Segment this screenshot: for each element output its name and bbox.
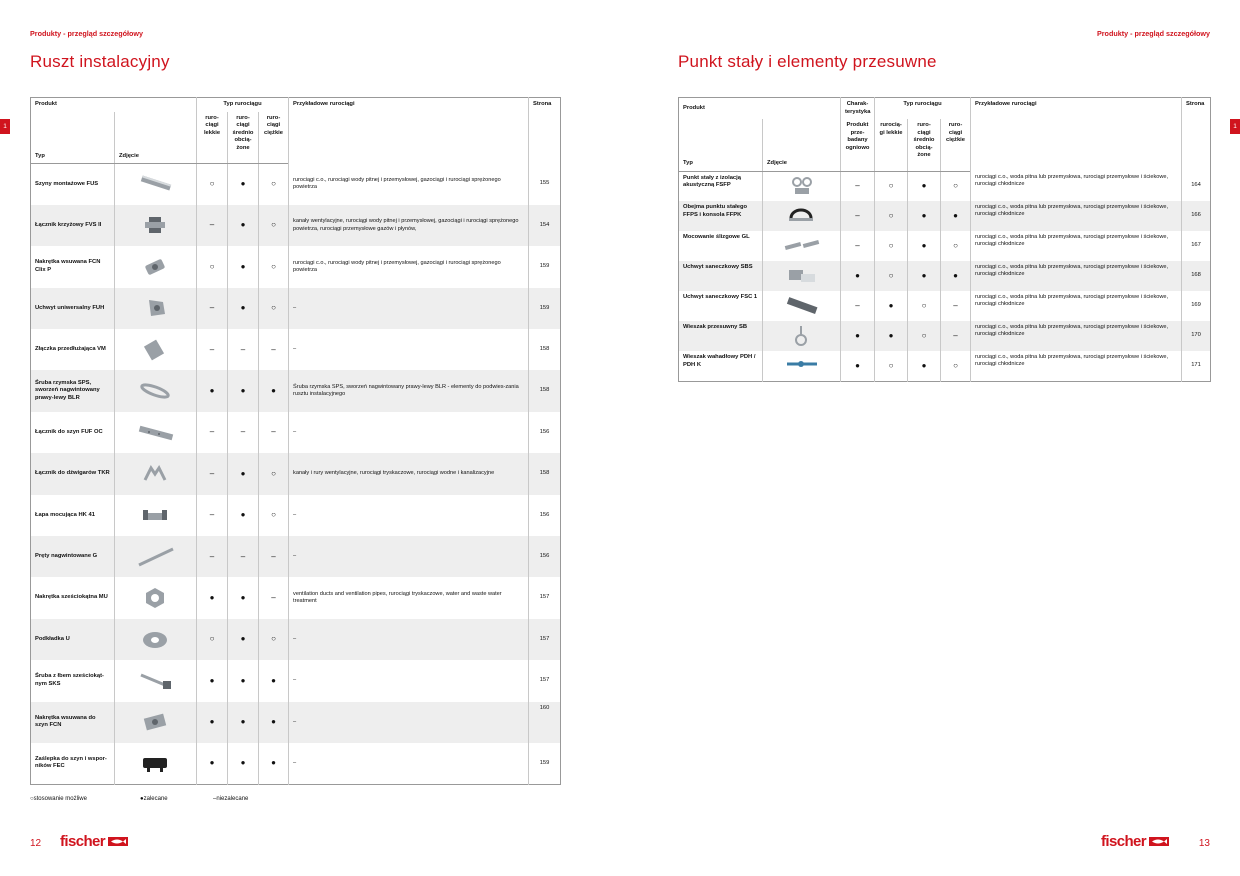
heavy-rating: ○ (259, 453, 289, 494)
medium-rating: ● (228, 577, 259, 618)
header-typ-rurociagu: Typ rurociągu (197, 98, 289, 112)
product-name: Punkt stały z izolacją akustyczną FSFP (683, 174, 741, 189)
page-ref: 156 (529, 412, 561, 453)
table-row (31, 619, 561, 660)
example-pipes: – (289, 329, 529, 370)
product-photo (115, 702, 197, 743)
product-name: Wieszak przesuwny SB (683, 324, 748, 331)
light-rating: ● (875, 321, 908, 351)
header-medium: ruro-ciągi średnio obcią-żone (908, 119, 941, 171)
medium-rating: ● (908, 171, 941, 201)
light-rating: ● (197, 743, 228, 784)
threaded-rod-icon (137, 545, 175, 569)
page-ref: 158 (529, 329, 561, 370)
light-rating: ● (197, 702, 228, 743)
product-photo (115, 577, 197, 618)
header-typ: Typ (31, 112, 115, 164)
light-rating: ○ (875, 231, 908, 261)
heavy-rating: ● (259, 370, 289, 411)
light-rating: ○ (875, 351, 908, 381)
product-name: Szyny montażowe FUS (35, 180, 99, 187)
legend-possible: stosowanie możliwe (33, 796, 87, 802)
table-row (31, 164, 561, 205)
light-rating: ○ (875, 201, 908, 231)
fire-rating: – (841, 231, 875, 261)
example-pipes: – (289, 702, 529, 743)
table-row (31, 495, 561, 536)
medium-rating: ● (228, 660, 259, 701)
slide-mount-icon (783, 234, 821, 258)
product-name: Łącznik krzyżowy FVS II (35, 221, 102, 228)
page-title: Punkt stały i elementy przesuwne (678, 52, 937, 71)
fire-rating: – (841, 291, 875, 321)
header-typ-rurociagu: Typ rurociągu (875, 98, 971, 120)
heavy-rating: ○ (941, 231, 971, 261)
product-name: Nakrętka wsuwana FCN Clix P (35, 259, 101, 273)
table-row (679, 231, 1211, 261)
legend-dash-icon: – (213, 796, 217, 802)
table-row (679, 261, 1211, 291)
page-ref: 168 (1182, 261, 1211, 291)
heavy-rating: – (259, 577, 289, 618)
header-produkt: Produkt (683, 104, 705, 111)
page-ref: 156 (529, 495, 561, 536)
heavy-rating: – (941, 291, 971, 321)
page-ref: 160 (529, 702, 561, 743)
fire-rating: ● (841, 351, 875, 381)
product-photo (115, 288, 197, 329)
example-pipes: – (289, 288, 529, 329)
heavy-rating: ○ (259, 164, 289, 205)
medium-rating: ● (228, 495, 259, 536)
medium-rating: – (228, 412, 259, 453)
page-ref: 157 (529, 619, 561, 660)
fire-rating: ● (841, 321, 875, 351)
fish-icon (1149, 837, 1169, 846)
header-przyklady: Przykładowe rurociągi (971, 98, 1182, 172)
page-ref: 156 (529, 536, 561, 577)
example-pipes: rurociągi c.o., woda pitna lub przemysłowa, rurociągi przemysłowe i ściekowe, rurociągi chłodnicze (971, 261, 1182, 291)
product-name: Śruba rzymska SPS, sworzeń nagwintowany prawy-lewy BLR (35, 379, 100, 401)
table-row (31, 412, 561, 453)
universal-bracket-icon (137, 296, 175, 320)
product-photo (763, 351, 841, 381)
medium-rating: ● (228, 370, 259, 411)
product-name: Uchwyt saneczkowy FSC 1 (683, 294, 758, 301)
medium-rating: ○ (908, 321, 941, 351)
page-title: Ruszt instalacyjny (30, 52, 170, 71)
product-photo (115, 536, 197, 577)
table-row (31, 743, 561, 784)
section-label: Produkty - przegląd szczegółowy (1096, 29, 1210, 38)
heavy-rating: ● (941, 261, 971, 291)
header-typ: Typ (679, 119, 763, 171)
header-light: rurocią-gi lekkie (875, 119, 908, 171)
product-photo (763, 171, 841, 201)
header-medium: ruro-ciągi średnio obcią-żone (228, 112, 259, 164)
header-produkt: Produkt (35, 101, 57, 107)
light-rating: – (197, 495, 228, 536)
medium-rating: ● (228, 205, 259, 246)
page-ref: 158 (529, 453, 561, 494)
example-pipes: rurociągi c.o., rurociągi wody pitnej i przemysłowej, gazociągi i rurociągi sprężonego powietrza (289, 246, 529, 287)
sled-bracket-fsc-icon (783, 294, 821, 318)
beam-clamp-icon (137, 462, 175, 486)
product-photo (115, 329, 197, 370)
example-pipes: Śruba rzymska SPS, sworzeń nagwintowany prawy-lewy BLR - elementy do podwies-zania rusztu instalacyjnego (289, 370, 529, 411)
legend-circle-icon: ○ (30, 796, 34, 802)
heavy-rating: ○ (259, 246, 289, 287)
product-photo (115, 495, 197, 536)
product-name: Śruba z łbem sześciokąt-nym SKS (35, 673, 104, 687)
example-pipes: rurociągi c.o., woda pitna lub przemysłowa, rurociągi przemysłowe i ściekowe, rurociągi chłodnicze (971, 291, 1182, 321)
sliding-hanger-icon (783, 324, 821, 348)
header-heavy: ruro-ciągi ciężkie (941, 119, 971, 171)
turnbuckle-icon (137, 379, 175, 403)
light-rating: – (197, 453, 228, 494)
heavy-rating: ● (941, 201, 971, 231)
product-photo (115, 246, 197, 287)
light-rating: ● (875, 291, 908, 321)
product-name: Obejma punktu stałego FFPS i konsola FFPK (683, 204, 748, 218)
product-photo (115, 453, 197, 494)
example-pipes: rurociągi c.o., woda pitna lub przemysłowa, rurociągi przemysłowe i ściekowe, rurociągi chłodnicze (971, 351, 1182, 381)
heavy-rating: – (259, 412, 289, 453)
product-name: Łapa mocująca HK 41 (35, 511, 95, 518)
product-name: Złączka przedłużająca VM (35, 346, 106, 353)
header-strona: Strona (1182, 98, 1211, 172)
page-ref: 154 (529, 205, 561, 246)
sled-bracket-icon (783, 264, 821, 288)
table-row (31, 702, 561, 743)
medium-rating: ● (908, 261, 941, 291)
legend-not-recommended: niezalecane (216, 796, 249, 802)
product-name: Uchwyt uniwersalny FUH (35, 304, 105, 311)
product-photo (763, 261, 841, 291)
page-ref: 170 (1182, 321, 1211, 351)
page-ref: 169 (1182, 291, 1211, 321)
product-table (678, 97, 1211, 382)
product-photo (763, 291, 841, 321)
logo-wordmark: fischer (1101, 833, 1146, 850)
table-row (679, 351, 1211, 381)
example-pipes: kanały i rury wentylacyjne, rurociągi tryskaczowe, rurociągi wodne i kanalizacyjne (289, 453, 529, 494)
header-przyklady: Przykładowe rurociągi (289, 98, 529, 164)
light-rating: ○ (197, 619, 228, 660)
fire-rating: – (841, 171, 875, 201)
product-photo (115, 660, 197, 701)
example-pipes: rurociągi c.o., woda pitna lub przemysłowa, rurociągi przemysłowe i ściekowe, rurociągi chłodnicze (971, 201, 1182, 231)
hex-bolt-icon (137, 669, 175, 693)
medium-rating: – (228, 536, 259, 577)
medium-rating: ● (228, 702, 259, 743)
product-name: Nakrętka sześciokątna MU (35, 594, 108, 601)
header-heavy: ruro-ciągi ciężkie (259, 112, 289, 164)
page-ref: 158 (529, 370, 561, 411)
rail-nut-icon (137, 710, 175, 734)
header-fire-tested: Produkt prze-badany ogniowo (841, 119, 875, 171)
page-ref: 167 (1182, 231, 1211, 261)
legend-recommended: zalecane (143, 796, 168, 802)
light-rating: ● (197, 370, 228, 411)
page-ref: 171 (1182, 351, 1211, 381)
heavy-rating: ● (259, 743, 289, 784)
light-rating: ○ (875, 261, 908, 291)
medium-rating: ● (908, 351, 941, 381)
page-ref: 166 (1182, 201, 1211, 231)
heavy-rating: ● (259, 660, 289, 701)
medium-rating: ● (228, 743, 259, 784)
fischer-logo (60, 833, 128, 850)
washer-icon (137, 628, 175, 652)
page-ref: 157 (529, 577, 561, 618)
header-strona: Strona (529, 98, 561, 164)
fire-rating: ● (841, 261, 875, 291)
example-pipes: rurociągi c.o., woda pitna lub przemysłowa, rurociągi przemysłowe i ściekowe, rurociągi chłodnicze (971, 231, 1182, 261)
table-row (31, 205, 561, 246)
fixed-point-icon (783, 174, 821, 198)
light-rating: ● (197, 660, 228, 701)
light-rating: – (197, 536, 228, 577)
medium-rating: ● (908, 201, 941, 231)
medium-rating: ● (228, 164, 259, 205)
heavy-rating: ○ (259, 205, 289, 246)
chapter-tab: 1 (0, 119, 10, 134)
table-row (31, 536, 561, 577)
rail-icon (137, 172, 175, 196)
example-pipes: rurociągi c.o., woda pitna lub przemysłowa, rurociągi przemysłowe i ściekowe, rurociągi chłodnicze (971, 321, 1182, 351)
example-pipes: – (289, 619, 529, 660)
heavy-rating: – (259, 536, 289, 577)
table-row (679, 291, 1211, 321)
table-row (31, 660, 561, 701)
product-photo (763, 231, 841, 261)
table-row (31, 453, 561, 494)
fischer-logo (1101, 833, 1169, 850)
heavy-rating: ○ (259, 619, 289, 660)
example-pipes: – (289, 743, 529, 784)
light-rating: ○ (197, 164, 228, 205)
light-rating: – (197, 288, 228, 329)
page-ref: 157 (529, 660, 561, 701)
product-name: Podkładka U (35, 635, 70, 642)
pipe-clamp-icon (783, 204, 821, 228)
page-number: 13 (1198, 838, 1210, 849)
heavy-rating: ○ (941, 351, 971, 381)
table-row (679, 321, 1211, 351)
product-photo (115, 743, 197, 784)
legend-dot-icon: ● (140, 796, 144, 802)
light-rating: – (197, 205, 228, 246)
product-name: Wieszak wahadłowy PDH / PDH K (683, 354, 756, 368)
table-row (679, 201, 1211, 231)
product-name: Mocowanie ślizgowe GL (683, 234, 750, 241)
product-photo (115, 619, 197, 660)
product-photo (115, 205, 197, 246)
table-row (31, 577, 561, 618)
page-ref: 159 (529, 743, 561, 784)
header-light: ruro-ciągi lekkie (197, 112, 228, 164)
product-name: Pręty nagwintowane G (35, 552, 98, 559)
pendulum-hanger-icon (783, 354, 821, 378)
right-page (620, 0, 1240, 876)
medium-rating: ● (228, 453, 259, 494)
example-pipes: – (289, 412, 529, 453)
logo-wordmark: fischer (60, 833, 105, 850)
heavy-rating: ● (259, 702, 289, 743)
product-photo (763, 321, 841, 351)
light-rating: ○ (197, 246, 228, 287)
product-name: Łącznik do dźwigarów TKR (35, 470, 110, 477)
example-pipes: kanały wentylacyjne, rurociągi wody pitnej i przemysłowej, gazociągi i rurociągi sprężonego powietrza, rurociągi przemysłowe gazów i płynów, (289, 205, 529, 246)
product-photo (763, 201, 841, 231)
medium-rating: ● (228, 288, 259, 329)
heavy-rating: – (259, 329, 289, 370)
light-rating: ● (197, 577, 228, 618)
example-pipes: rurociągi c.o., rurociągi wody pitnej i przemysłowej, gazociągi i rurociągi sprężonego powietrza (289, 164, 529, 205)
header-charakterystyka: Charak-terystyka (841, 98, 875, 120)
example-pipes: – (289, 536, 529, 577)
medium-rating: ● (228, 246, 259, 287)
medium-rating: ○ (908, 291, 941, 321)
table-row (31, 246, 561, 287)
clamp-plate-icon (137, 503, 175, 527)
rail-connector-icon (137, 421, 175, 445)
example-pipes: ventilation ducts and ventilation pipes, rurociągi tryskaczowe, water and waste water treatment (289, 577, 529, 618)
product-name: Zaślepka do szyn i wspor-ników FEC (35, 755, 107, 770)
fire-rating: – (841, 201, 875, 231)
page-ref: 159 (529, 288, 561, 329)
chapter-tab: 1 (1230, 119, 1240, 134)
header-zdjecie: Zdjęcie (763, 119, 841, 171)
example-pipes: – (289, 660, 529, 701)
product-table (30, 97, 561, 785)
product-photo (115, 370, 197, 411)
light-rating: – (197, 329, 228, 370)
product-name: Uchwyt saneczkowy SBS (683, 264, 753, 271)
fish-icon (108, 837, 128, 846)
page-ref: 155 (529, 164, 561, 205)
product-name: Nakrętka wsuwana do szyn FCN (35, 714, 96, 729)
light-rating: ○ (875, 171, 908, 201)
table-row (31, 329, 561, 370)
light-rating: – (197, 412, 228, 453)
medium-rating: – (228, 329, 259, 370)
page-ref: 164 (1182, 171, 1211, 201)
heavy-rating: ○ (259, 495, 289, 536)
cross-connector-icon (137, 214, 175, 238)
product-photo (115, 164, 197, 205)
page-number: 12 (30, 838, 42, 849)
heavy-rating: ○ (259, 288, 289, 329)
end-cap-icon (137, 751, 175, 775)
table-row (31, 370, 561, 411)
example-pipes: rurociągi c.o., woda pitna lub przemysłowa, rurociągi przemysłowe i ściekowe, rurociągi chłodnicze (971, 171, 1182, 201)
example-pipes: – (289, 495, 529, 536)
table-row (679, 171, 1211, 201)
slide-nut-icon (137, 255, 175, 279)
heavy-rating: – (941, 321, 971, 351)
section-label: Produkty - przegląd szczegółowy (30, 29, 144, 38)
header-zdjecie: Zdjęcie (115, 112, 197, 164)
product-photo (115, 412, 197, 453)
page-ref: 159 (529, 246, 561, 287)
extension-coupling-icon (137, 338, 175, 362)
legend (30, 796, 248, 802)
medium-rating: ● (228, 619, 259, 660)
product-name: Łącznik do szyn FUF OC (35, 428, 103, 435)
hex-nut-icon (137, 586, 175, 610)
heavy-rating: ○ (941, 171, 971, 201)
medium-rating: ● (908, 231, 941, 261)
table-row (31, 288, 561, 329)
